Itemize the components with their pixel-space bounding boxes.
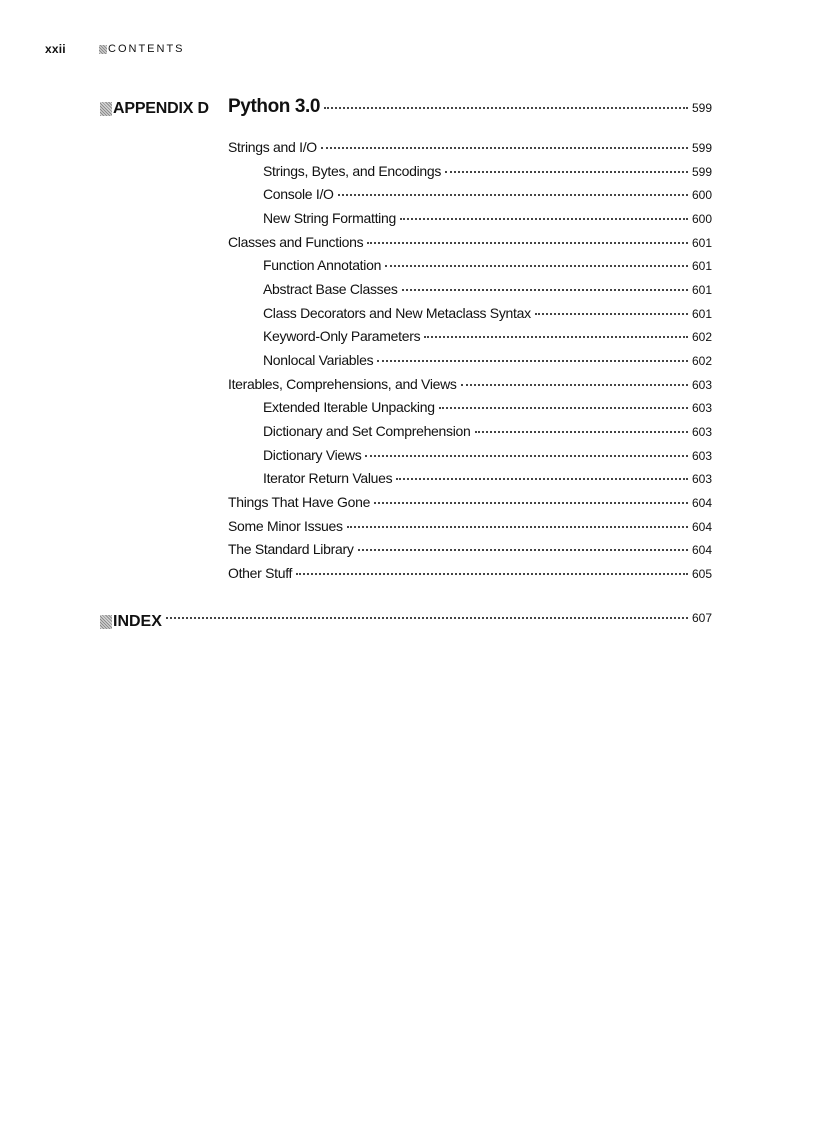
- section-label: [99, 43, 185, 55]
- dot-leader: [321, 147, 688, 149]
- page-ref: 603: [691, 401, 712, 416]
- toc-entry-title: Dictionary and Set Comprehension: [263, 422, 471, 439]
- hatch-marker-icon: [100, 615, 112, 629]
- toc-entry-title: Nonlocal Variables: [263, 351, 374, 368]
- dot-leader: [402, 289, 688, 291]
- toc-entry-new-string-formatting[interactable]: [228, 207, 712, 231]
- toc-entry-title: Class Decorators and New Metaclass Syntax: [263, 304, 531, 321]
- section-title: CONTENTS: [108, 43, 185, 55]
- page-ref: 601: [691, 235, 712, 250]
- dot-leader: [424, 336, 688, 338]
- page-number: xxii: [45, 42, 66, 56]
- toc-entry-some-minor-issues[interactable]: [228, 515, 712, 539]
- appendix-label-text: APPENDIX D: [113, 100, 209, 117]
- index-label: [100, 613, 162, 631]
- page-ref: 605: [691, 566, 712, 581]
- page-ref: 602: [691, 330, 712, 345]
- hatch-marker-icon: [99, 45, 107, 54]
- toc-entry-title: Dictionary Views: [263, 446, 362, 463]
- dot-leader: [535, 313, 688, 315]
- page-ref: 601: [691, 306, 712, 321]
- page-ref: 604: [691, 519, 712, 534]
- toc-entry-dictionary-views[interactable]: [228, 444, 712, 468]
- dot-leader: [400, 218, 688, 220]
- toc-entry-strings-and-io[interactable]: [228, 136, 712, 160]
- toc-index-entry[interactable]: [100, 611, 712, 633]
- page-ref: 599: [691, 164, 712, 179]
- dot-leader: [358, 549, 688, 551]
- toc-entry-iterator-return-values[interactable]: [228, 467, 712, 491]
- dot-leader: [445, 171, 688, 173]
- page-ref: 603: [691, 424, 712, 439]
- dot-leader: [461, 384, 688, 386]
- dot-leader: [324, 107, 688, 109]
- toc-entry-the-standard-library[interactable]: [228, 538, 712, 562]
- dot-leader: [166, 617, 688, 619]
- toc-entry-class-decorators[interactable]: [228, 302, 712, 326]
- toc-entry-list: [228, 136, 712, 585]
- toc-entry-title: Function Annotation: [263, 257, 382, 274]
- toc-entry-title: Some Minor Issues: [228, 517, 343, 534]
- toc-entry-title: Strings and I/O: [228, 139, 317, 155]
- toc-entry-iterables-comprehensions-views[interactable]: [228, 373, 712, 397]
- dot-leader: [374, 502, 688, 504]
- page-ref: 602: [691, 353, 712, 368]
- page-ref: 600: [691, 211, 712, 226]
- dot-leader: [347, 526, 688, 528]
- dot-leader: [439, 407, 688, 409]
- page-ref: 603: [691, 377, 712, 392]
- toc-entry-extended-iterable-unpacking[interactable]: [228, 396, 712, 420]
- toc-entry-title: Abstract Base Classes: [263, 280, 398, 297]
- toc-entry-title: Keyword-Only Parameters: [263, 328, 421, 345]
- page-ref: 603: [691, 472, 712, 487]
- toc-entry-title: Extended Iterable Unpacking: [263, 399, 435, 416]
- toc-entry-title: Classes and Functions: [228, 233, 364, 250]
- toc-entry-abstract-base-classes[interactable]: [228, 278, 712, 302]
- toc-entry-other-stuff[interactable]: [228, 562, 712, 586]
- page-ref: 604: [691, 543, 712, 558]
- dot-leader: [338, 194, 688, 196]
- toc-entry-strings-bytes-encodings[interactable]: [228, 160, 712, 184]
- page-ref: 599: [691, 101, 712, 115]
- appendix-label: [100, 98, 209, 120]
- toc-entry-function-annotation[interactable]: [228, 254, 712, 278]
- toc-entry-title: New String Formatting: [263, 209, 396, 226]
- toc-entry-dictionary-set-comprehension[interactable]: [228, 420, 712, 444]
- running-header: [45, 41, 185, 57]
- toc-entry-nonlocal-variables[interactable]: [228, 349, 712, 373]
- toc-entry-title: The Standard Library: [228, 541, 354, 558]
- index-label-text: INDEX: [113, 613, 162, 630]
- dot-leader: [367, 242, 688, 244]
- toc-entry-keyword-only-parameters[interactable]: [228, 325, 712, 349]
- hatch-marker-icon: [100, 102, 112, 116]
- dot-leader: [296, 573, 688, 575]
- toc-entry-title: Other Stuff: [228, 564, 293, 581]
- appendix-title: Python 3.0: [228, 96, 321, 117]
- dot-leader: [396, 478, 688, 480]
- page-ref: 607: [691, 611, 712, 625]
- dot-leader: [365, 455, 688, 457]
- toc-entry-title: Iterables, Comprehensions, and Views: [228, 375, 457, 392]
- dot-leader: [385, 265, 688, 267]
- dot-leader: [475, 431, 688, 433]
- toc-entry-title: Strings, Bytes, and Encodings: [263, 162, 442, 179]
- page-ref: 600: [691, 188, 712, 203]
- toc-entry-title: Things That Have Gone: [228, 493, 371, 510]
- toc-entry-classes-and-functions[interactable]: [228, 231, 712, 255]
- page-ref: 599: [691, 141, 712, 155]
- toc-entry-console-io[interactable]: [228, 183, 712, 207]
- page-ref: 601: [691, 259, 712, 274]
- toc-entry-title: Iterator Return Values: [263, 470, 393, 487]
- dot-leader: [377, 360, 688, 362]
- page-ref: 604: [691, 495, 712, 510]
- page-ref: 603: [691, 448, 712, 463]
- toc-entry-title: Console I/O: [263, 186, 334, 203]
- page-ref: 601: [691, 282, 712, 297]
- toc-entry-things-that-have-gone[interactable]: [228, 491, 712, 515]
- toc-appendix-entry[interactable]: [228, 96, 712, 122]
